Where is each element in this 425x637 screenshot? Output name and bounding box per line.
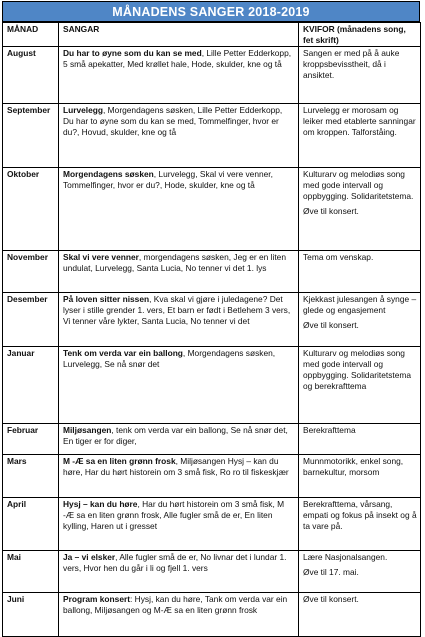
table-row [3,346,421,423]
table-row [3,592,421,636]
month-cell: Januar [3,346,59,423]
reason-cell [299,423,421,454]
reason-cell [299,346,421,423]
header-row [3,23,421,47]
other-songs: , Alle fugler små de er, No livnar det i lundar 1. vers, Hvor hen du går i li og fjell 1. vers [63,551,287,573]
table-row [3,167,421,250]
reason-cell [299,46,421,103]
songs-cell [59,550,299,592]
reason-text: Munnmotorikk, enkel song, barnekultur, morsom [303,455,404,477]
songs-cell [59,103,299,167]
table-row [3,46,421,103]
reason-text: Sangen er med på å auke kroppsbevisstheit, då i ansiktet. [303,47,400,80]
other-songs: : Hysj, kan du høre, Tank om verda var ein ballong, Miljøsangen og M-Æ sa en liten grønn frosk [63,593,288,615]
month-cell: Juni [3,592,59,636]
other-songs: , Lurvelegg, Skal vi vere venner, Tommelfinger, hvor er du?, Hode, skulder, kne og tå [63,168,273,190]
reason-text: Berekrafttema, vårsang, empati og fokus på insekt og å ta vare på. [303,498,417,531]
other-songs: , Miljøsangen Hysj – kan du høre, Har du hørt historein om 3 små fisk, Ro ro til fiskeskjær [63,455,289,477]
reason-text: Øve til konsert. [303,205,359,216]
month-cell: April [3,497,59,550]
other-songs: , Lille Petter Edderkopp, 5 små apekatter, Med krøllet hale, Hode, skulder, kne og tå [63,47,292,69]
table-row [3,497,421,550]
header-songs: SANGAR [59,23,299,47]
table-row [3,454,421,497]
songs-cell [59,592,299,636]
header-month: MÅNAD [3,23,59,47]
songs-cell [59,250,299,292]
songs-cell [59,423,299,454]
month-cell: Oktober [3,167,59,250]
featured-song: Ja – vi elsker [63,551,116,562]
featured-song: Miljøsangen [63,424,112,435]
reason-text: Kjekkast julesangen å synge – glede og engasjement [303,293,417,315]
table-row [3,550,421,592]
table-row [3,250,421,292]
reason-cell [299,167,421,250]
reason-cell [299,592,421,636]
month-cell: Februar [3,423,59,454]
reason-cell [299,250,421,292]
table-row [3,103,421,167]
songs-cell [59,454,299,497]
document-title: MÅNADENS SANGER 2018-2019 [2,1,420,22]
reason-cell [299,454,421,497]
songs-cell [59,346,299,423]
featured-song: På loven sitter nissen [63,293,150,304]
featured-song: M -Æ sa en liten grønn frosk [63,455,176,466]
featured-song: Hysj – kan du høre [63,498,138,509]
reason-text: Kulturarv og melodiøs song med gode intervall og oppbygging. Solidaritetstema og berekrafttema [303,347,412,391]
reason-cell [299,497,421,550]
month-cell: August [3,46,59,103]
songs-table [2,22,421,637]
reason-text: Lurvelegg er morosam og leiker med etablerte sanningar om kroppen. Talforståing. [303,104,416,137]
reason-text: Tema om venskap. [303,251,374,262]
month-cell: Mai [3,550,59,592]
reason-text: Øve til konsert. [303,593,359,604]
month-cell: September [3,103,59,167]
featured-song: Skal vi vere venner [63,251,139,262]
featured-song: Lurvelegg [63,104,104,115]
reason-text: Lære Nasjonalsangen. [303,551,388,562]
featured-song: Tenk om verda var ein ballong [63,347,183,358]
reason-text: Kulturarv og melodiøs song med gode intervall og oppbygging. Solidaritetstema. [303,168,414,201]
other-songs: , morgendagens søsken, Jeg er en liten undulat, Lurvelegg, Santa Lucia, No tenner vi det 1. lys [63,251,287,273]
table-row [3,423,421,454]
other-songs: , Kva skal vi gjøre i juledagene? Det lyser i stille grender 1. vers, Et barn er født i Betlehem 3 vers, Vi tenner våre lykter, Santa Lucia, No tenner vi det [63,293,291,326]
featured-song: Du har to øyne som du kan se med [63,47,202,58]
reason-cell [299,103,421,167]
songs-cell [59,46,299,103]
reason-text: Berekrafttema [303,424,356,435]
month-cell: November [3,250,59,292]
reason-text: Øve til 17. mai. [303,566,359,577]
month-cell: Mars [3,454,59,497]
songs-cell [59,167,299,250]
songs-cell [59,497,299,550]
songs-cell [59,292,299,346]
reason-text: Øve til konsert. [303,319,359,330]
header-why: KVIFOR (månadens song, fet skrift) [299,23,421,47]
month-cell: Desember [3,292,59,346]
featured-song: Morgendagens søsken [63,168,154,179]
reason-cell [299,292,421,346]
other-songs: , Har du hørt historein om 3 små fisk, M -Æ sa en liten grønn frosk, Alle fugler små de er, En liten kylling, Haren ut i gresset [63,498,285,531]
other-songs: , tenk om verda var ein ballong, Se nå snør det, En tiger er for diger, [63,424,288,446]
other-songs: , Morgendagens søsken, Lurvelegg, Se nå snør det [63,347,276,369]
reason-cell [299,550,421,592]
table-row [3,292,421,346]
featured-song: Program konsert [63,593,131,604]
other-songs: , Morgendagens søsken, Lille Petter Edderkopp, Du har to øyne som du kan se med, Tommelfinger, hvor er du?, Hovud, skulder, kne og tå [63,104,283,137]
